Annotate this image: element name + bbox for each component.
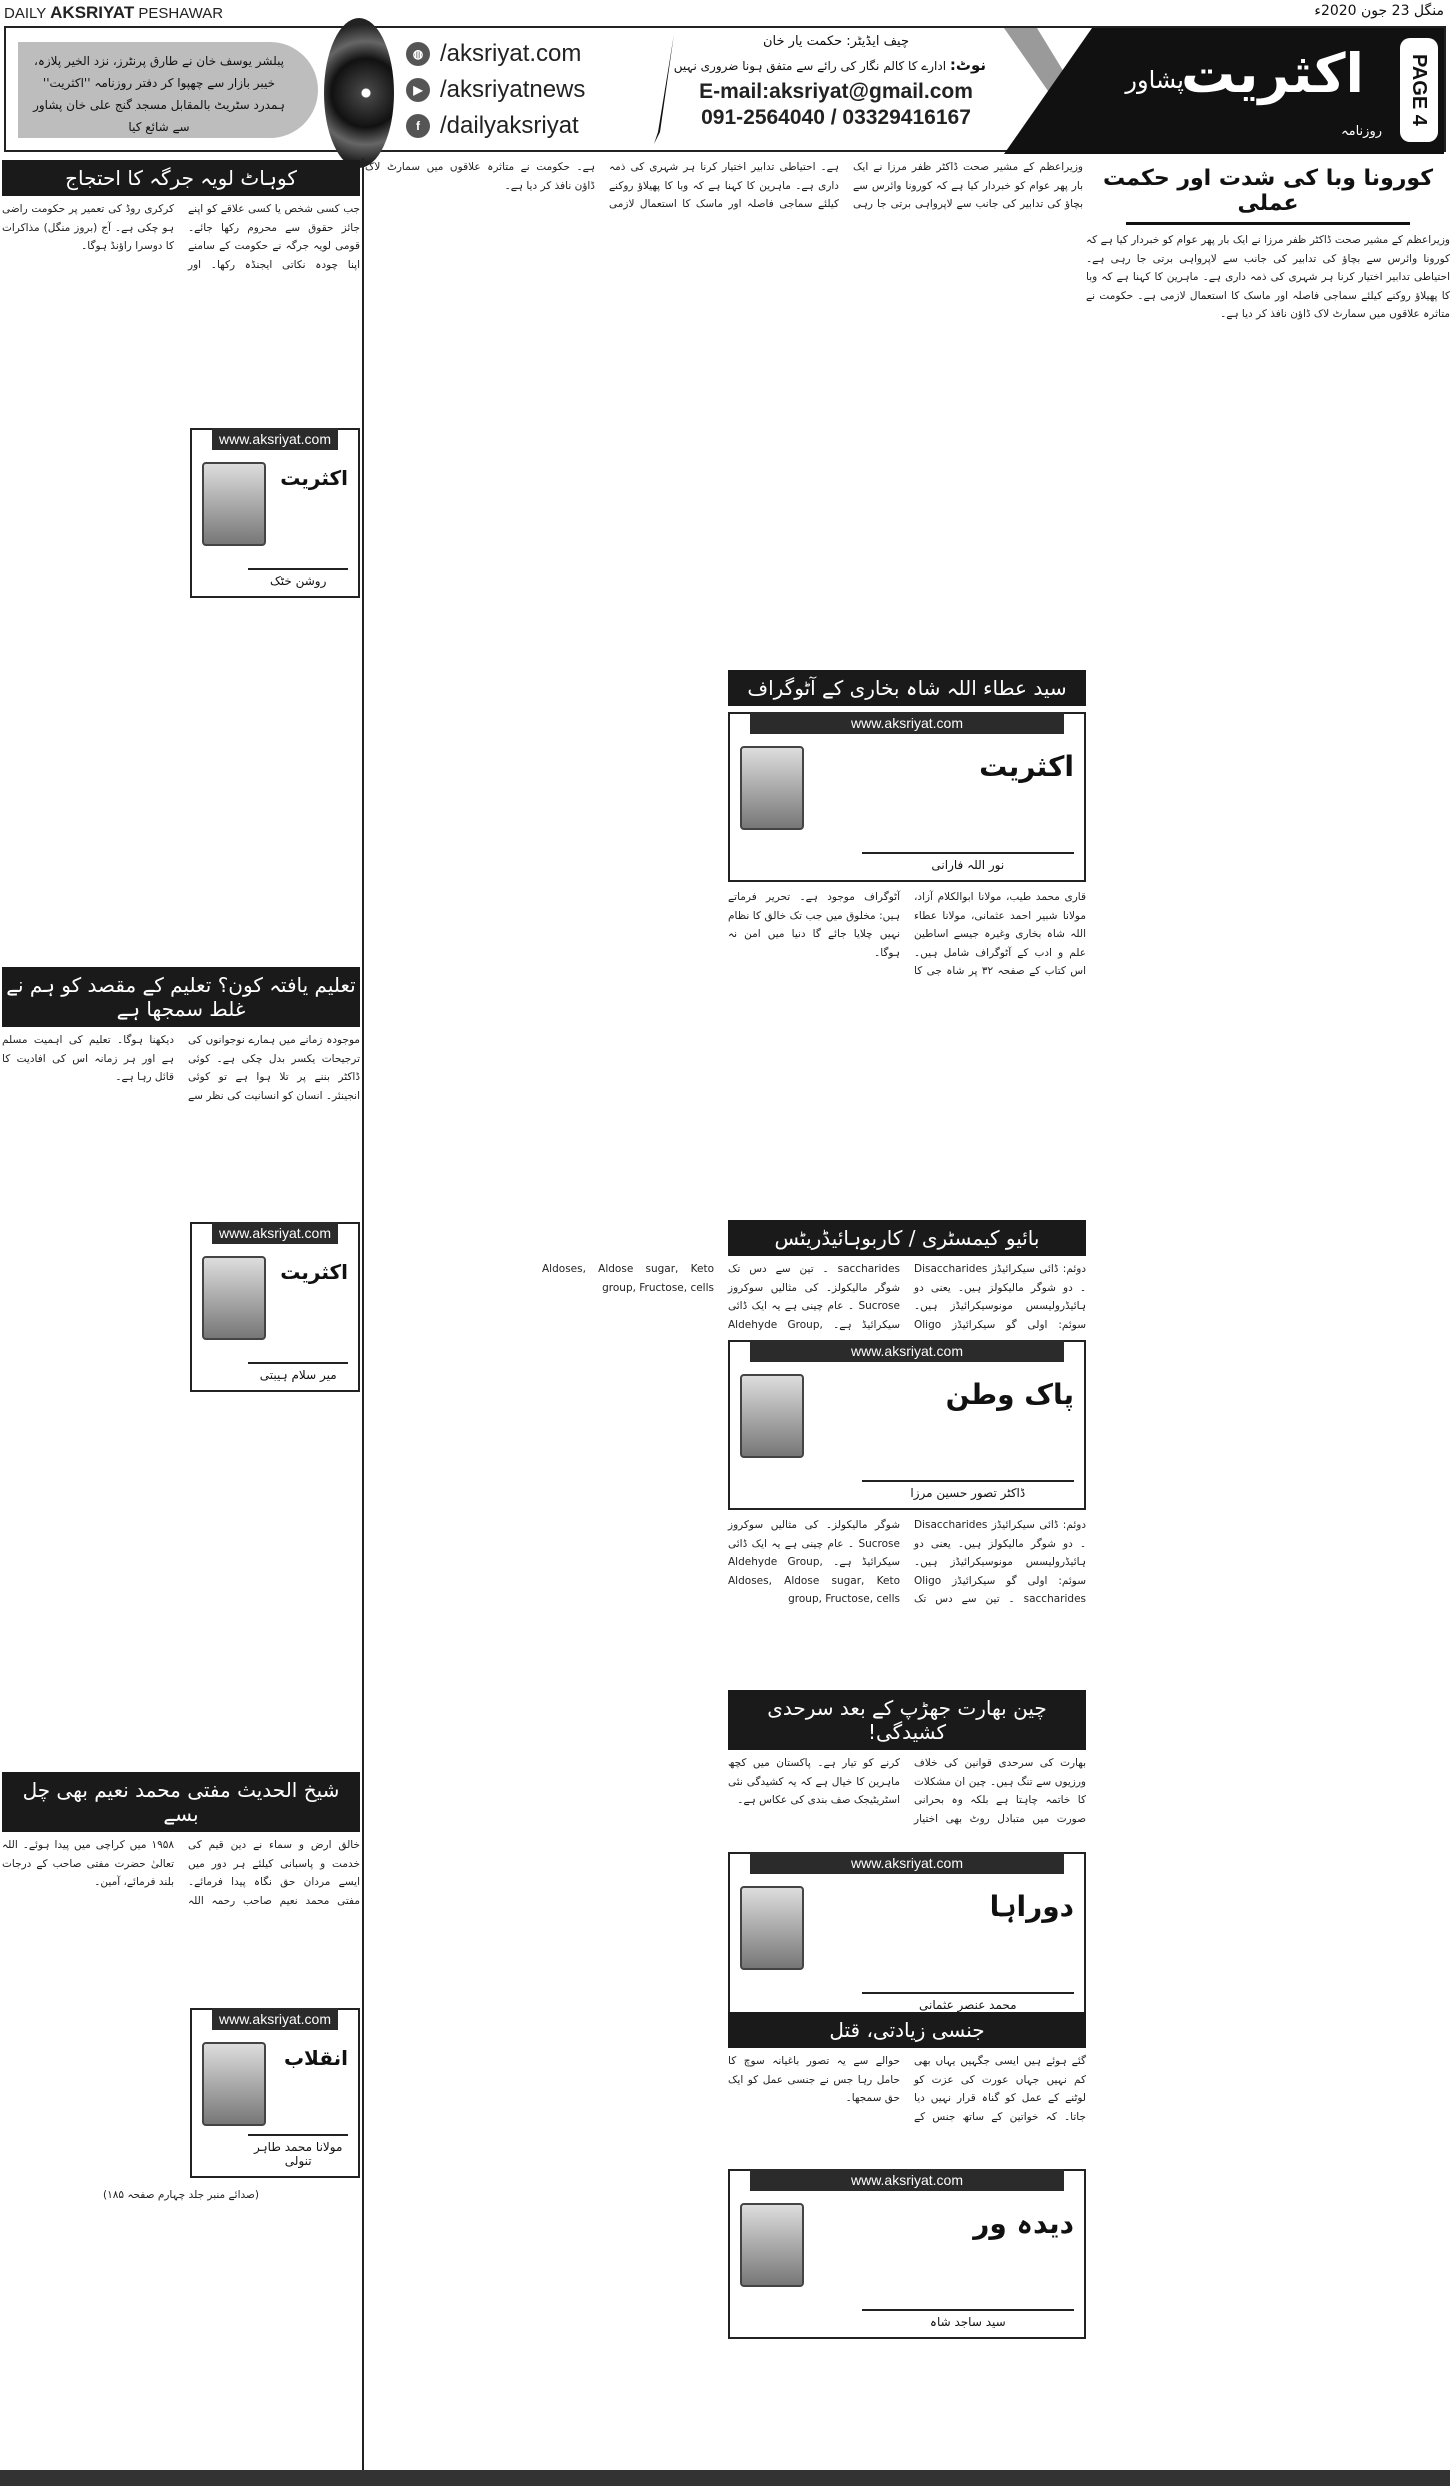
author-photo bbox=[740, 1374, 804, 1458]
author-photo bbox=[740, 2203, 804, 2287]
masthead bbox=[4, 26, 1446, 152]
article-editorial-cont bbox=[365, 158, 1083, 668]
article-education bbox=[2, 965, 360, 1725]
columns-url[interactable]: www.aksriyat.com bbox=[750, 1852, 1064, 1874]
social-youtube[interactable]: ▶ /aksriyatnews bbox=[406, 72, 646, 108]
column-brand: دوراہا bbox=[989, 1890, 1074, 1923]
article-editorial bbox=[1086, 158, 1450, 668]
footer-bar bbox=[0, 2470, 1450, 2486]
article-title: جنسی زیادتی، قتل bbox=[728, 2012, 1086, 2048]
globe-icon: ◍ bbox=[406, 42, 430, 66]
chief-editor: چیف ایڈیٹر: حکمت یار خان bbox=[763, 34, 909, 49]
contact-phones: 091-2564040 / 03329416167 bbox=[701, 106, 971, 129]
social-website[interactable]: ◍ /aksriyat.com bbox=[406, 36, 646, 72]
article-body: موجودہ زمانے میں ہمارے نوجوانوں کی ترجیحات یکسر بدل چکی ہے۔ کوئی ڈاکٹر بننے پر تلا ہوا ہے تو کوئی انجینئر۔ انسان کو انسانیت کی نظر سے دیکھنا ہوگا۔ تعلیم کی اہمیت مسلم ہے اور ہر زمانہ اس کی افادیت کا قائل رہا ہے۔ bbox=[2, 1034, 360, 1102]
column-brand: دیدہ ور bbox=[973, 2207, 1074, 2240]
column-brand: اکثریت bbox=[280, 466, 348, 490]
social-facebook[interactable]: f /dailyaksriyat bbox=[406, 108, 646, 144]
social-links bbox=[406, 36, 646, 144]
article-title: کوہاٹ لویہ جرگہ کا احتجاج bbox=[2, 160, 360, 196]
brand-label: DAILY AKSRIYAT PESHAWAR bbox=[4, 3, 224, 22]
vinyl-disc-decoration bbox=[324, 18, 394, 168]
article-citation: (صدائے منبر جلد چہارم صفحہ ۱۸۵) bbox=[102, 2189, 260, 2201]
columns-url[interactable]: www.aksriyat.com bbox=[212, 2008, 338, 2030]
editorial-note: نوٹ: ادارے کا کالم نگار کی رائے سے متفق ہونا ضروری نہیں bbox=[673, 56, 986, 74]
article-body: وزیراعظم کے مشیر صحت ڈاکٹر ظفر مرزا نے ایک بار پھر عوام کو خبردار کیا ہے کہ کورونا وائرس سے بچاؤ کی تدابیر کی جانب سے لاپرواہی برتی جا رہی ہے۔ احتیاطی تدابیر اختیار کرنا ہر شہری کی ذمہ داری ہے۔ ماہرین کا کہنا ہے کہ وبا کا پھیلاؤ روکنے کیلئے سماجی فاصلہ اور ماسک کا استعمال لازمی ہے۔ حکومت نے متاثرہ علاقوں میں سمارٹ لاک ڈاؤن نافذ کر دیا ہے۔ bbox=[1086, 234, 1450, 320]
columnist-box bbox=[728, 1852, 1086, 2022]
quill-icon bbox=[740, 746, 804, 830]
columns-url[interactable]: www.aksriyat.com bbox=[212, 1222, 338, 1244]
article-body: جب کسی شخص یا کسی علاقے کو اپنے جائز حقوق سے محروم رکھا جائے۔ قومی لویہ جرگہ نے حکومت کے سامنے اپنا چودہ نکاتی ایجنڈہ رکھا۔ اور کرکری روڈ کی تعمیر پر حکومت راضی ہو چکی ہے۔ آج (بروز منگل) مذاکرات کا دوسرا راؤنڈ ہوگا۔ bbox=[2, 203, 360, 271]
article-body: خالق ارض و سماء نے دین قیم کی خدمت و پاسبانی کیلئے ہر دور میں ایسے مردان حق نگاہ پیدا فرمائے۔ مفتی محمد نعیم صاحب رحمہ اللہ ۱۹۵۸ میں کراچی میں پیدا ہوئے۔ اللہ تعالیٰ حضرت مفتی صاحب کے درجات بلند فرمائے، آمین۔ bbox=[2, 1839, 360, 1907]
author-photo bbox=[202, 2042, 266, 2126]
article-mufti-naeem bbox=[2, 1770, 360, 2470]
columnist-box bbox=[190, 1222, 360, 1392]
article-body: دوئم: ڈائی سیکرائیڈز Disaccharides ۔ دو شوگر مالیکولز ہیں۔ یعنی دو ہائیڈرولیسس مونوسیکرائیڈز ہیں۔ سوئم: اولی گو سیکرائیڈز Oligo saccharides ۔ تین سے دس تک شوگر مالیکولز۔ کی مثالیں سوکروز Sucrose ۔ عام چینی ہے یہ ایک ڈائی سیکرائیڈ ہے۔ Aldehyde Group, Aldoses, Aldose sugar, Keto group, Fructose, cells bbox=[542, 1263, 1086, 1331]
article-assault bbox=[728, 2010, 1086, 2470]
article-body: گئے ہوئے ہیں ایسی جگہیں یہاں بھی کم نہیں جہاں عورت کی عزت کو لوٹنے کے عمل کو گناہ قرار نہیں دیا جاتا۔ کہ خواتین کے ساتھ جنس کے حوالے سے یہ تصور باغیانہ سوچ کا حامل رہا جس نے جنسی عمل کو ایک حق سمجھا۔ bbox=[728, 2055, 1086, 2123]
article-biochemistry bbox=[542, 1218, 1086, 1688]
columnist-box bbox=[728, 2169, 1086, 2339]
column-brand: اکثریت bbox=[979, 750, 1074, 783]
column-divider bbox=[362, 158, 364, 2476]
article-body: بھارت کی سرحدی قوانین کی خلاف ورزیوں سے تنگ ہیں۔ چین ان مشکلات کا خاتمہ چاہتا ہے بلکہ وہ بحرانی صورت میں متبادل روٹ بھی اختیار کرنے کو تیار ہے۔ پاکستان میں کچھ ماہرین کا خیال ہے کہ یہ کشیدگی نئی اسٹریٹیجک صف بندی کی عکاس ہے۔ bbox=[728, 1757, 1086, 1825]
columnist-box bbox=[728, 712, 1086, 882]
article-china-india bbox=[728, 1688, 1086, 2012]
columnist-box bbox=[728, 1340, 1086, 1510]
column-brand: اکثریت bbox=[280, 1260, 348, 1284]
logo-roznama: روزنامہ bbox=[1341, 124, 1382, 139]
column-brand: پاک وطن bbox=[945, 1378, 1074, 1411]
column-author: محمد عنصر عثمانی bbox=[862, 1992, 1074, 2012]
columnist-box bbox=[190, 428, 360, 598]
author-photo bbox=[740, 1886, 804, 1970]
column-author: روشن خٹک bbox=[248, 568, 348, 588]
article-autograph bbox=[728, 668, 1086, 1218]
column-author: مولانا محمد طاہر تنولی bbox=[248, 2134, 348, 2168]
publisher-note: پبلشر یوسف خان نے طارق پرنٹرز، نزد الخیر پلازہ، خیبر بازار سے چھپوا کر دفتر روزنامہ ''اکثریت'' ہمدرد سٹریٹ بالمقابل مسجد گنج علی خان پشاور سے شائع کیا bbox=[18, 42, 318, 138]
contact-email[interactable]: E-mail:aksriyat@gmail.com bbox=[699, 80, 973, 103]
column-author: سید ساجد شاہ bbox=[862, 2309, 1074, 2329]
article-title: تعلیم یافتہ کون؟ تعلیم کے مقصد کو ہم نے غلط سمجھا ہے bbox=[2, 967, 360, 1027]
article-title: کورونا وبا کی شدت اور حکمت عملی bbox=[1102, 166, 1433, 216]
column-author: میر سلام ہیبتی bbox=[248, 1362, 348, 1382]
columns-url[interactable]: www.aksriyat.com bbox=[212, 428, 338, 450]
title-underline bbox=[1126, 222, 1410, 225]
article-body: قاری محمد طیب، مولانا ابوالکلام آزاد، مولانا شبیر احمد عثمانی، مولانا عطاء اللہ شاہ بخاری وغیرہ جیسے اساطین علم و ادب کے آٹوگراف شامل ہیں۔ اس کتاب کے صفحہ ۳۲ پر شاہ جی کا آٹوگراف موجود ہے۔ تحریر فرماتے ہیں: مخلوق میں جب تک خالق کا نظام نہیں چلایا جائے گا دنیا میں امن نہ ہوگا۔ bbox=[728, 891, 1086, 977]
top-line bbox=[0, 0, 1450, 24]
facebook-icon: f bbox=[406, 114, 430, 138]
article-title: شیخ الحدیث مفتی محمد نعیم بھی چل بسے bbox=[2, 1772, 360, 1832]
editorial-info bbox=[673, 34, 986, 130]
columns-url[interactable]: www.aksriyat.com bbox=[750, 2169, 1064, 2191]
column-author: ڈاکٹر تصور حسین مرزا bbox=[862, 1480, 1074, 1500]
columns-url[interactable]: www.aksriyat.com bbox=[750, 712, 1064, 734]
column-author: نور اللہ فارانی bbox=[862, 852, 1074, 872]
article-body-cont: دوئم: ڈائی سیکرائیڈز Disaccharides ۔ دو شوگر مالیکولز ہیں۔ یعنی دو ہائیڈرولیسس مونوسیکرائیڈز ہیں۔ سوئم: اولی گو سیکرائیڈز Oligo saccharides ۔ تین سے دس تک شوگر مالیکولز۔ کی مثالیں سوکروز Sucrose ۔ عام چینی ہے یہ ایک ڈائی سیکرائیڈ ہے۔ Aldehyde Group, Aldoses, Aldose sugar, Keto group, Fructose, cells bbox=[728, 1519, 1086, 1605]
author-photo bbox=[202, 462, 266, 546]
columnist-box bbox=[190, 2008, 360, 2178]
newspaper-logo: اکثریت bbox=[1181, 42, 1364, 105]
article-body: وزیراعظم کے مشیر صحت ڈاکٹر ظفر مرزا نے ایک بار پھر عوام کو خبردار کیا ہے کہ کورونا وائرس سے بچاؤ کی تدابیر کی جانب سے لاپرواہی برتی جا رہی ہے۔ احتیاطی تدابیر اختیار کرنا ہر شہری کی ذمہ داری ہے۔ ماہرین کا کہنا ہے کہ وبا کا پھیلاؤ روکنے کیلئے سماجی فاصلہ اور ماسک کا استعمال لازمی ہے۔ حکومت نے متاثرہ علاقوں میں سمارٹ لاک ڈاؤن نافذ کر دیا ہے۔ bbox=[365, 161, 1083, 210]
issue-date: منگل 23 جون 2020ء bbox=[1314, 3, 1444, 19]
article-title: چین بھارت جھڑپ کے بعد سرحدی کشیدگی! bbox=[728, 1690, 1086, 1750]
youtube-icon: ▶ bbox=[406, 78, 430, 102]
article-title: بائیو کیمسٹری / کاربوہائیڈریٹس bbox=[728, 1220, 1086, 1256]
article-kohat bbox=[2, 158, 360, 958]
page-badge: PAGE 4 bbox=[1400, 38, 1438, 142]
article-title: سید عطاء اللہ شاہ بخاری کے آٹوگراف bbox=[728, 670, 1086, 706]
column-brand: انقلاب bbox=[283, 2046, 348, 2070]
logo-city: پشاور bbox=[1125, 66, 1184, 94]
author-photo bbox=[202, 1256, 266, 1340]
columns-url[interactable]: www.aksriyat.com bbox=[750, 1340, 1064, 1362]
pen-icon bbox=[648, 32, 678, 148]
